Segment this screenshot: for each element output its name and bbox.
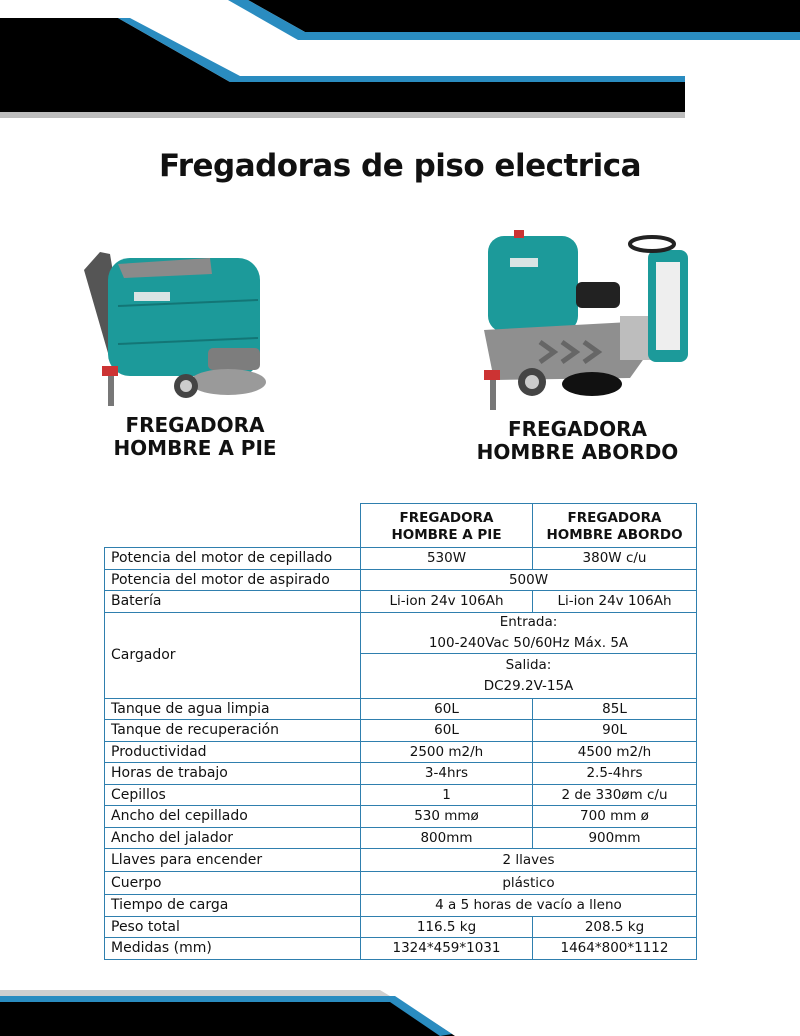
cell-ride: 1464*800*1112 (533, 938, 697, 960)
row-label: Ancho del cepillado (105, 806, 361, 828)
table-row (105, 784, 697, 806)
product-caption-line1: FREGADORA (507, 417, 648, 441)
cell-ride: 2.5-4hrs (533, 763, 697, 785)
table-row (105, 806, 697, 828)
cell-walk: 530 mmø (361, 806, 533, 828)
cell-walk: 3-4hrs (361, 763, 533, 785)
row-label: Ancho del jalador (105, 827, 361, 849)
cell-both: plástico (361, 872, 697, 895)
table-row (105, 763, 697, 785)
table-row (105, 916, 697, 938)
cell-both: 4 a 5 horas de vacío a lleno (361, 895, 697, 917)
cell-walk: 116.5 kg (361, 916, 533, 938)
row-label: Peso total (105, 916, 361, 938)
cell-walk: 530W (361, 548, 533, 570)
product-caption-ride (470, 418, 685, 464)
cell-charger-output (361, 653, 697, 698)
table-row (105, 612, 697, 653)
cell-ride: 700 mm ø (533, 806, 697, 828)
cell-ride: 90L (533, 720, 697, 742)
row-label: Llaves para encender (105, 849, 361, 872)
table-row (105, 698, 697, 720)
product-caption-walk (100, 414, 290, 460)
table-row (105, 938, 697, 960)
cell-ride: 85L (533, 698, 697, 720)
cell-both: 500W (361, 569, 697, 591)
cell-ride: 208.5 kg (533, 916, 697, 938)
cell-ride: 900mm (533, 827, 697, 849)
page-title: Fregadoras de piso electrica (159, 148, 641, 184)
row-label: Cepillos (105, 784, 361, 806)
product-caption-line1: FREGADORA (125, 413, 265, 437)
table-header-row (105, 504, 697, 548)
header-line1: FREGADORA (567, 510, 662, 526)
row-label: Batería (105, 591, 361, 613)
row-label: Medidas (mm) (105, 938, 361, 960)
cell-walk: 60L (361, 720, 533, 742)
spec-table (104, 503, 697, 960)
product-caption-line2: HOMBRE A PIE (113, 436, 277, 460)
row-label: Tiempo de carga (105, 895, 361, 917)
table-row (105, 720, 697, 742)
walk-behind-scrubber-icon (78, 248, 268, 413)
row-label: Productividad (105, 741, 361, 763)
cell-both: 2 llaves (361, 849, 697, 872)
cell-walk: 1 (361, 784, 533, 806)
row-label: Tanque de recuperación (105, 720, 361, 742)
ride-on-scrubber-icon (480, 230, 695, 415)
header-line1: FREGADORA (399, 510, 494, 526)
charger-input-value: 100-240Vac 50/60Hz Máx. 5A (428, 635, 629, 651)
table-header-walk (361, 504, 533, 548)
cell-walk: 1324*459*1031 (361, 938, 533, 960)
row-label: Tanque de agua limpia (105, 698, 361, 720)
table-corner (105, 504, 361, 548)
table-row (105, 849, 697, 872)
cell-walk: Li-ion 24v 106Ah (361, 591, 533, 613)
charger-output-label: Salida: (505, 657, 552, 673)
row-label: Potencia del motor de cepillado (105, 548, 361, 570)
cell-walk: 2500 m2/h (361, 741, 533, 763)
cell-walk: 800mm (361, 827, 533, 849)
cell-ride: 380W c/u (533, 548, 697, 570)
row-label: Cargador (105, 612, 361, 698)
product-caption-line2: HOMBRE ABORDO (476, 440, 679, 464)
header-line2: HOMBRE ABORDO (546, 527, 683, 543)
cell-ride: 2 de 330øm c/u (533, 784, 697, 806)
charger-output-value: DC29.2V-15A (483, 678, 574, 694)
table-row (105, 591, 697, 613)
cell-ride: Li-ion 24v 106Ah (533, 591, 697, 613)
table-row (105, 569, 697, 591)
bottom-banner (0, 990, 800, 1036)
cell-ride: 4500 m2/h (533, 741, 697, 763)
table-header-ride (533, 504, 697, 548)
charger-input-label: Entrada: (499, 614, 558, 630)
header-line2: HOMBRE A PIE (391, 527, 502, 543)
row-label: Potencia del motor de aspirado (105, 569, 361, 591)
cell-walk: 60L (361, 698, 533, 720)
top-banner (0, 0, 800, 125)
row-label: Cuerpo (105, 872, 361, 895)
table-row (105, 872, 697, 895)
cell-charger-input (361, 612, 697, 653)
row-label: Horas de trabajo (105, 763, 361, 785)
table-row (105, 548, 697, 570)
table-row (105, 827, 697, 849)
table-row (105, 741, 697, 763)
table-row (105, 895, 697, 917)
